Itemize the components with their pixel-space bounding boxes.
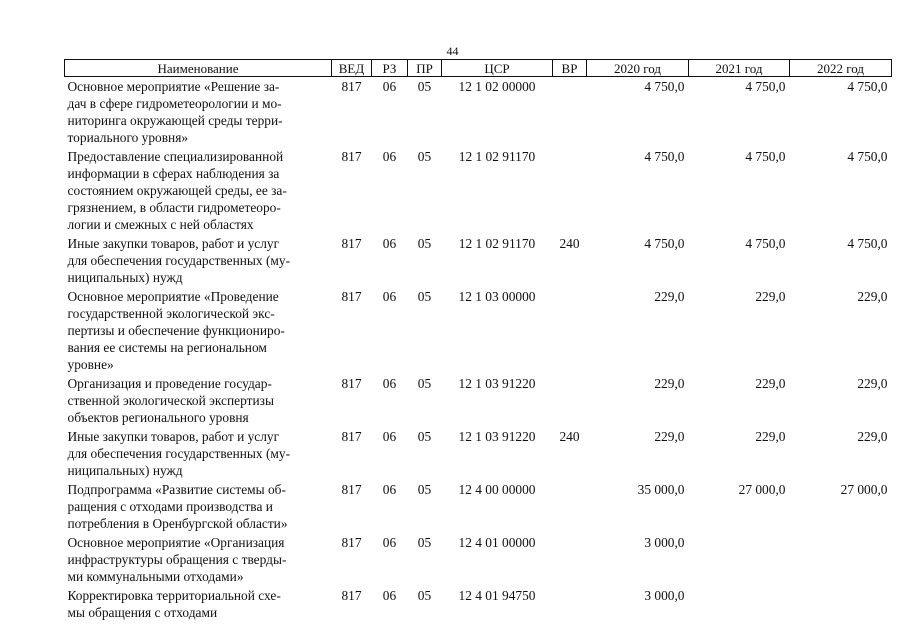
row-ved: 817 bbox=[341, 429, 362, 444]
row-2021 bbox=[689, 586, 790, 622]
row-csr: 12 4 00 00000 bbox=[458, 482, 536, 497]
table-row bbox=[65, 77, 892, 148]
row-pr: 05 bbox=[417, 535, 432, 550]
row-csr: 12 1 03 91220 bbox=[458, 376, 536, 391]
table-row bbox=[65, 533, 892, 586]
header-ved: ВЕД bbox=[332, 60, 372, 77]
row-csr: 12 1 02 91170 bbox=[458, 236, 536, 251]
row-vr bbox=[553, 374, 587, 427]
row-rz: 06 bbox=[382, 429, 397, 444]
row-ved: 817 bbox=[341, 79, 362, 94]
row-2021 bbox=[689, 533, 790, 586]
row-name: Предоставление специализированной информации в сферах наблюдения за состоянием окружающей среды, ее за- грязнением, в области гидрометеоро- логии и смежных с ней областях bbox=[67, 149, 287, 232]
row-2022 bbox=[790, 533, 892, 586]
header-vr: ВР bbox=[553, 60, 587, 77]
row-2020: 3 000,0 bbox=[644, 535, 685, 550]
table-header-row bbox=[65, 60, 892, 77]
row-name: Иные закупки товаров, работ и услуг для обеспечения государственных (му- ниципальных) нужд bbox=[67, 429, 291, 478]
row-2020: 229,0 bbox=[654, 289, 685, 304]
header-rz: РЗ bbox=[372, 60, 408, 77]
header-csr: ЦСР bbox=[442, 60, 553, 77]
page-number: 44 bbox=[446, 44, 459, 58]
header-pr: ПР bbox=[408, 60, 442, 77]
row-2022: 4 750,0 bbox=[847, 79, 888, 94]
row-2022: 229,0 bbox=[857, 289, 888, 304]
row-2020: 4 750,0 bbox=[644, 79, 685, 94]
header-2022: 2022 год bbox=[790, 60, 892, 77]
row-rz: 06 bbox=[382, 482, 397, 497]
row-name: Организация и проведение государ- ственной экологической экспертизы объектов регионального уровня bbox=[67, 376, 274, 425]
row-vr: 240 bbox=[559, 429, 580, 444]
row-ved: 817 bbox=[341, 149, 362, 164]
row-csr: 12 1 02 00000 bbox=[458, 79, 536, 94]
row-vr: 240 bbox=[559, 236, 580, 251]
row-vr bbox=[553, 533, 587, 586]
row-pr: 05 bbox=[417, 588, 432, 603]
row-pr: 05 bbox=[417, 429, 432, 444]
row-ved: 817 bbox=[341, 236, 362, 251]
row-pr: 05 bbox=[417, 79, 432, 94]
row-name: Основное мероприятие «Организация инфраструктуры обращения с тверды- ми коммунальными отходами» bbox=[67, 535, 287, 584]
header-2021: 2021 год bbox=[689, 60, 790, 77]
row-name: Основное мероприятие «Проведение государственной экологической экс- пертизы и обеспечение функциониро- вания ее системы на региональном уровне» bbox=[67, 289, 285, 372]
row-ved: 817 bbox=[341, 289, 362, 304]
row-name: Иные закупки товаров, работ и услуг для обеспечения государственных (му- ниципальных) нужд bbox=[67, 236, 291, 285]
row-2020: 3 000,0 bbox=[644, 588, 685, 603]
row-rz: 06 bbox=[382, 149, 397, 164]
row-pr: 05 bbox=[417, 236, 432, 251]
table-row bbox=[65, 374, 892, 427]
row-ved: 817 bbox=[341, 535, 362, 550]
budget-table bbox=[64, 59, 892, 622]
row-csr: 12 4 01 00000 bbox=[458, 535, 536, 550]
row-ved: 817 bbox=[341, 376, 362, 391]
row-2022 bbox=[790, 586, 892, 622]
row-name: Подпрограмма «Развитие системы об- ращения с отходами производства и потребления в Оренбургской области» bbox=[67, 482, 288, 531]
row-rz: 06 bbox=[382, 535, 397, 550]
row-rz: 06 bbox=[382, 376, 397, 391]
row-pr: 05 bbox=[417, 482, 432, 497]
row-2022: 27 000,0 bbox=[840, 482, 888, 497]
row-vr bbox=[553, 77, 587, 148]
row-csr: 12 1 02 91170 bbox=[458, 149, 536, 164]
row-2022: 4 750,0 bbox=[847, 236, 888, 251]
row-vr bbox=[553, 147, 587, 234]
row-ved: 817 bbox=[341, 588, 362, 603]
table-row bbox=[65, 480, 892, 533]
row-pr: 05 bbox=[417, 376, 432, 391]
table-row bbox=[65, 147, 892, 234]
row-pr: 05 bbox=[417, 289, 432, 304]
row-csr: 12 1 03 00000 bbox=[458, 289, 536, 304]
table-row bbox=[65, 287, 892, 374]
header-name: Наименование bbox=[65, 60, 332, 77]
row-name: Основное мероприятие «Решение за- дач в сфере гидрометеорологии и мо- ниторинга окружающей среды терри- ториального уровня» bbox=[67, 79, 283, 145]
row-2021: 4 750,0 bbox=[745, 236, 786, 251]
row-2021: 229,0 bbox=[755, 289, 786, 304]
row-csr: 12 4 01 94750 bbox=[458, 588, 536, 603]
row-2020: 35 000,0 bbox=[637, 482, 685, 497]
row-ved: 817 bbox=[341, 482, 362, 497]
row-2022: 4 750,0 bbox=[847, 149, 888, 164]
header-2020: 2020 год bbox=[587, 60, 689, 77]
row-vr bbox=[553, 287, 587, 374]
row-2021: 4 750,0 bbox=[745, 149, 786, 164]
row-vr bbox=[553, 480, 587, 533]
row-pr: 05 bbox=[417, 149, 432, 164]
row-2020: 229,0 bbox=[654, 429, 685, 444]
table-body bbox=[65, 77, 892, 623]
row-rz: 06 bbox=[382, 588, 397, 603]
row-rz: 06 bbox=[382, 236, 397, 251]
table-row bbox=[65, 586, 892, 622]
row-csr: 12 1 03 91220 bbox=[458, 429, 536, 444]
row-2021: 229,0 bbox=[755, 429, 786, 444]
row-2020: 4 750,0 bbox=[644, 149, 685, 164]
row-2020: 4 750,0 bbox=[644, 236, 685, 251]
row-rz: 06 bbox=[382, 289, 397, 304]
row-2021: 229,0 bbox=[755, 376, 786, 391]
row-rz: 06 bbox=[382, 79, 397, 94]
row-2021: 4 750,0 bbox=[745, 79, 786, 94]
table-row bbox=[65, 427, 892, 480]
row-vr bbox=[553, 586, 587, 622]
row-name: Корректировка территориальной схе- мы обращения с отходами bbox=[67, 588, 281, 620]
row-2020: 229,0 bbox=[654, 376, 685, 391]
row-2022: 229,0 bbox=[857, 429, 888, 444]
table-row bbox=[65, 234, 892, 287]
row-2022: 229,0 bbox=[857, 376, 888, 391]
row-2021: 27 000,0 bbox=[738, 482, 786, 497]
